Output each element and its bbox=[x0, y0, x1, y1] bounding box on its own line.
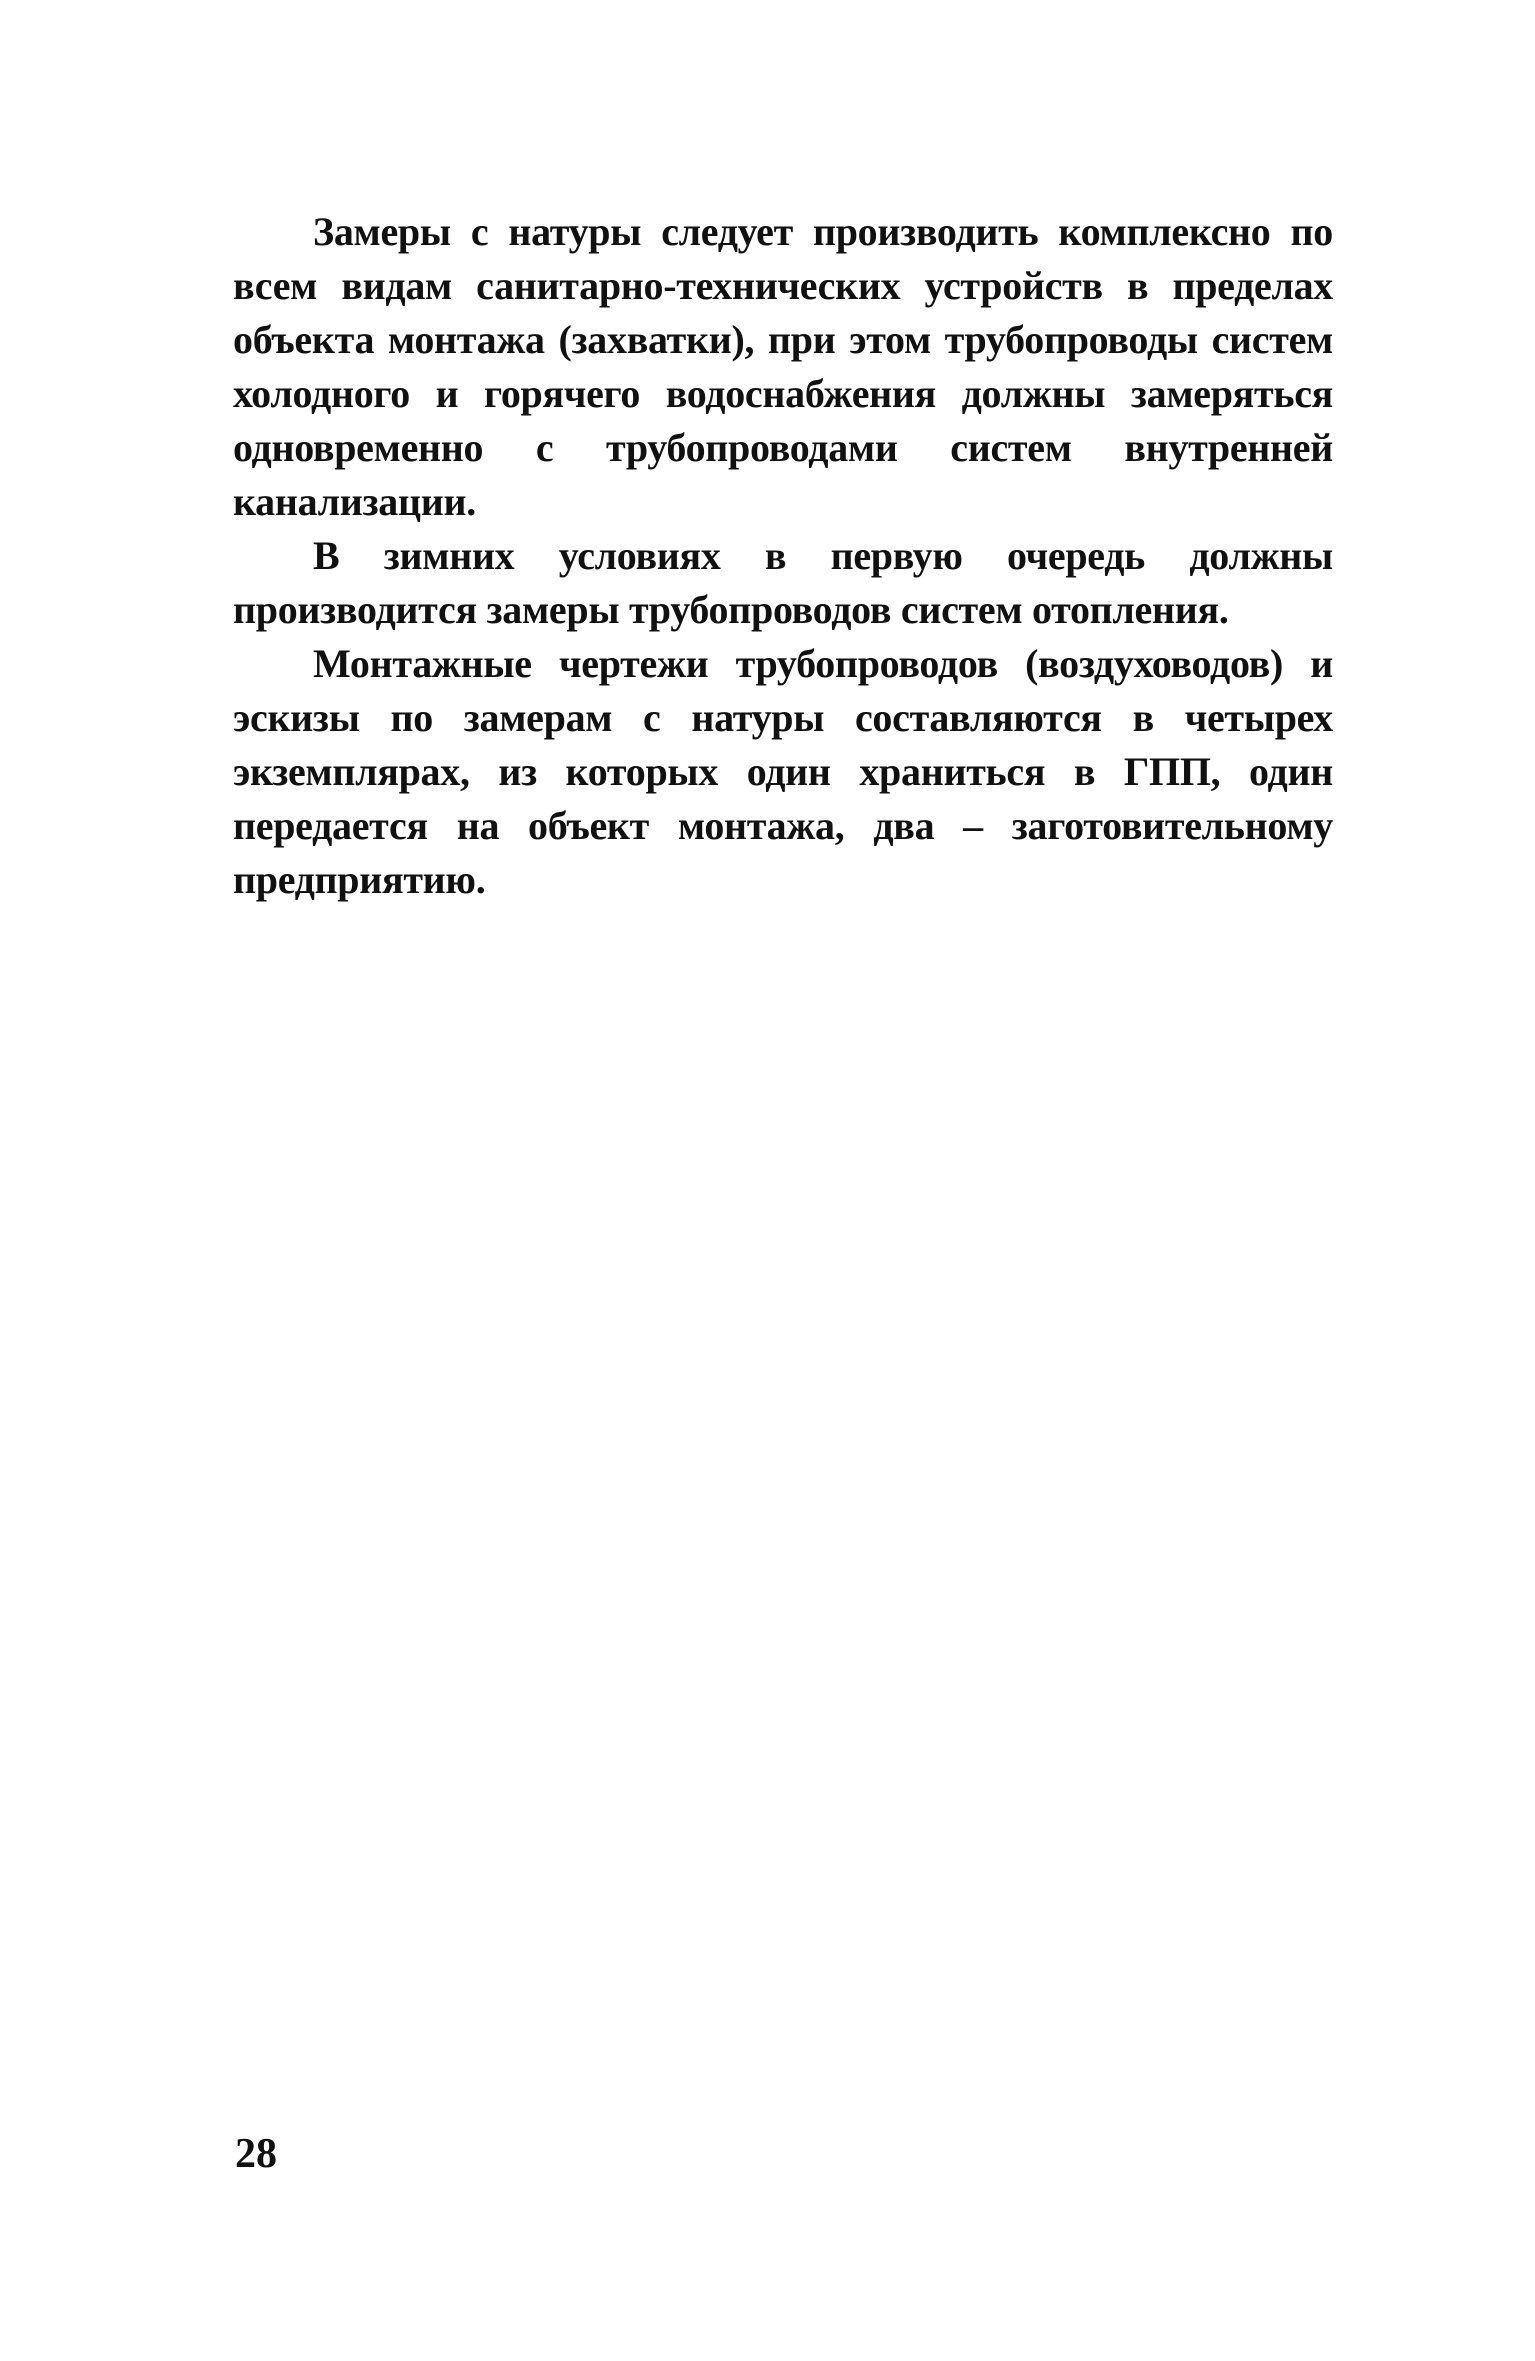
paragraph-2: В зимних условиях в первую очередь должны производится замеры трубопроводов систем отопления. bbox=[233, 533, 1333, 632]
page-number: 28 bbox=[235, 2131, 277, 2177]
paragraph-3: Монтажные чертежи трубопроводов (воздуховодов) и эскизы по замерам с натуры составляются в четырех экземплярах, из которых один храниться в ГПП, один передается на объект монтажа, два – заготовительному предприятию. bbox=[233, 641, 1333, 902]
paragraph-1: Замеры с натуры следует производить комплексно по всем видам санитарно-технических устройств в пределах объекта монтажа (захватки), при этом трубопроводы систем холодного и горячего водоснабжения должны замеряться одновременно с трубопроводами систем внутренней канализации. bbox=[233, 209, 1333, 524]
body-text bbox=[233, 205, 1333, 907]
